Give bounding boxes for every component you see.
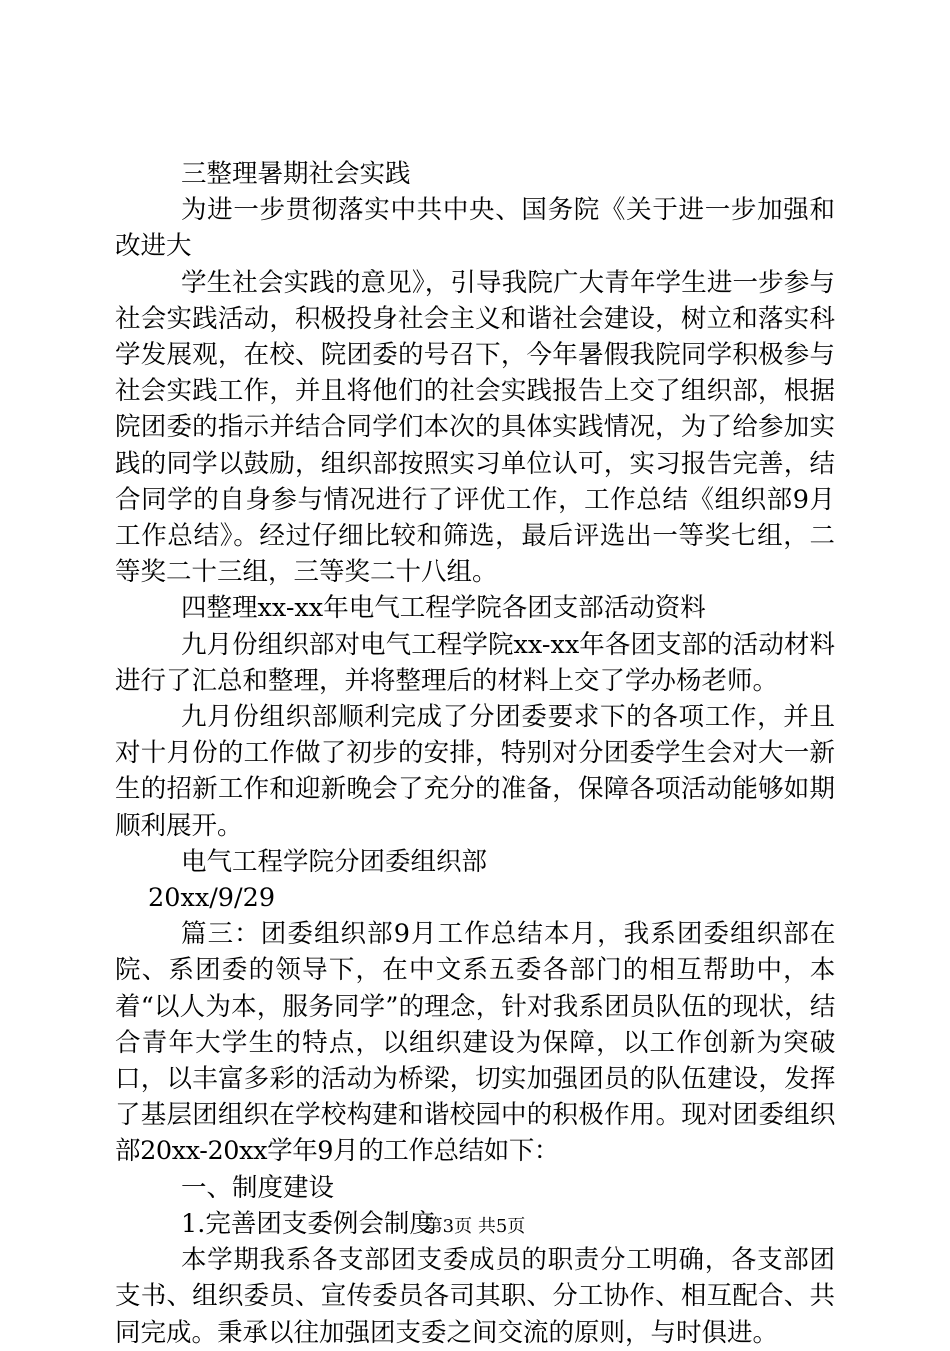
section-heading-branch-materials: 四整理xx-xx年电气工程学院各团支部活动资料 — [181, 593, 706, 624]
paragraph-article-three: 篇三：团委组织部9月工作总结本月，我系团委组织部在院、系团委的领导下，在中文系五委各部门的相互帮助中，本着“以人为本，服务同学”的理念，针对我系团员队伍的现状，结合青年大学生的特点，以组织建设为保障，以工作创新为突破口，以丰富多彩的活动为桥梁，切实加强团员的队伍建设，发挥了基层团组织在学校构建和谐校园中的积极作用。现对团委组织部20xx-20xx学年9月的工作总结如下： — [115, 919, 835, 1167]
paragraph-september-summary: 九月份组织部顺利完成了分团委要求下的各项工作，并且对十月份的工作做了初步的安排，特别对分团委学生会对大一新生的招新工作和迎新晚会了充分的准备，保障各项活动能够如期顺利展开。 — [115, 702, 835, 841]
subheading-meeting-system: 1.完善团支委例会制度 — [181, 1208, 435, 1239]
paragraph-intro: 为进一步贯彻落实中共中央、国务院《关于进一步加强和改进大 — [115, 195, 835, 262]
section-heading-system-building: 一、制度建设 — [181, 1172, 335, 1203]
signature-date: 20xx/9/29 — [148, 883, 276, 914]
paragraph-practice-details: 学生社会实践的意见》，引导我院广大青年学生进一步参与社会实践活动，积极投身社会主义和谐社会建设，树立和落实科学发展观，在校、院团委的号召下，今年暑假我院同学积极参与社会实践工作，并且将他们的社会实践报告上交了组织部，根据院团委的指示并结合同学们本次的具体实践情况，为了给参加实践的同学以鼓励，组织部按照实习单位认可，实习报告完善，结合同学的自身参与情况进行了评优工作，工作总结《组织部9月工作总结》。经过仔细比较和筛选，最后评选出一等奖七组，二等奖二十三组，三等奖二十八组。 — [115, 267, 835, 588]
paragraph-committee-duties: 本学期我系各支部团支委成员的职责分工明确，各支部团支书、组织委员、宣传委员各司其职、分工协作、相互配合、共同完成。秉承以往加强团支委之间交流的原则，与时俱进。 — [115, 1245, 835, 1348]
paragraph-materials: 九月份组织部对电气工程学院xx-xx年各团支部的活动材料进行了汇总和整理，并将整理后的材料上交了学办杨老师。 — [115, 629, 835, 696]
signature-organization: 电气工程学院分团委组织部 — [181, 846, 488, 877]
page-number-footer: 第3页 共5页 — [424, 1216, 526, 1237]
section-heading-summer-practice: 三整理暑期社会实践 — [181, 159, 411, 189]
document-body — [115, 156, 835, 1351]
